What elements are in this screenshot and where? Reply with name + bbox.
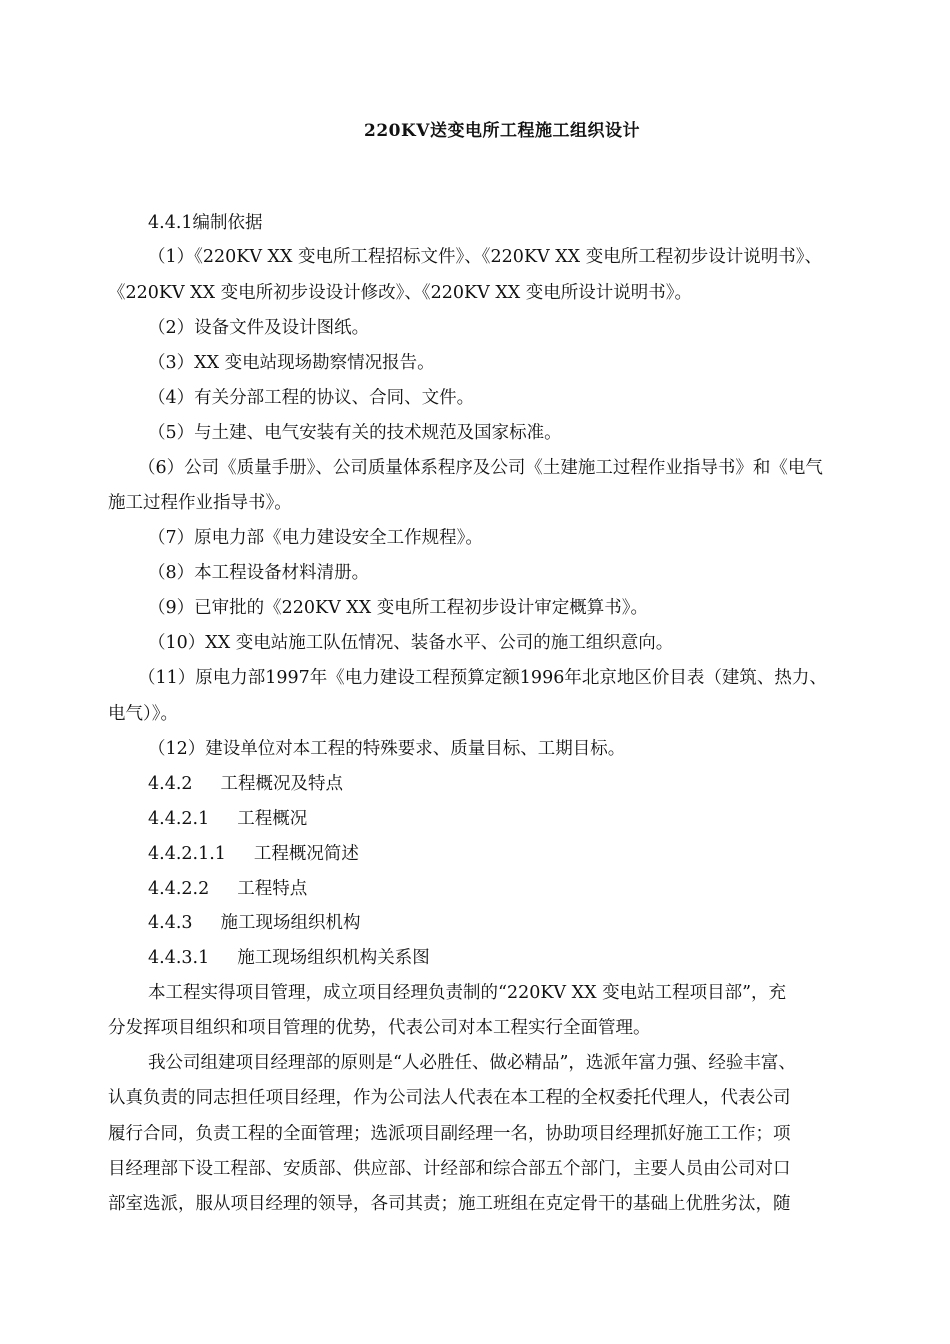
section-heading-4-4-3: [148, 911, 361, 935]
basis-item-2: （2）设备文件及设计图纸。: [148, 318, 370, 338]
heading-text: 工程概况及特点: [220, 774, 344, 794]
basis-item-11-cont: 电气）》。: [108, 704, 178, 724]
heading-number: 4.4.2.1.1: [148, 844, 226, 864]
heading-text: 工程概况: [237, 809, 308, 829]
heading-number: 4.4.2: [148, 774, 193, 794]
section-heading-4-4-2-1-1: [148, 842, 359, 866]
section-heading-4-4-2-1: [148, 807, 307, 831]
basis-item-8: （8）本工程设备材料清册。: [148, 563, 370, 583]
paragraph-2-line-2: 认真负责的同志担任项目经理，作为公司法人代表在本工程的全权委托代理人，代表公司: [108, 1088, 791, 1108]
basis-item-7: （7）原电力部《电力建设安全工作规程》。: [148, 528, 483, 548]
basis-item-9: （9）已审批的《220KV XX 变电所工程初步设计审定概算书》。: [148, 598, 649, 618]
heading-text: 工程特点: [237, 879, 308, 899]
basis-item-12: （12）建设单位对本工程的特殊要求、质量目标、工期目标。: [148, 739, 626, 759]
basis-item-1: （1）《220KV XX 变电所工程招标文件》、《220KV XX 变电所工程初步设计说明书》、: [148, 247, 822, 267]
heading-text: 施工现场组织机构关系图: [237, 948, 430, 968]
document-title: 220KV送变电所工程施工组织设计: [364, 121, 640, 141]
heading-number: 4.4.2.1: [148, 809, 210, 829]
basis-item-3: （3）XX 变电站现场勘察情况报告。: [148, 353, 435, 373]
basis-item-6: （6）公司《质量手册》、公司质量体系程序及公司《土建施工过程作业指导书》和《电气: [138, 458, 823, 478]
basis-item-4: （4）有关分部工程的协议、合同、文件。: [148, 388, 475, 408]
section-heading-4-4-2: [148, 772, 343, 796]
section-heading-4-4-2-2: [148, 877, 307, 901]
paragraph-2-line-1: 我公司组建项目经理部的原则是“人必胜任、做必精品”，选派年富力强、经验丰富、: [148, 1053, 796, 1073]
heading-number: 4.4.3.1: [148, 948, 210, 968]
paragraph-1-line-2: 分发挥项目组织和项目管理的优势，代表公司对本工程实行全面管理。: [108, 1018, 651, 1038]
basis-item-10: （10）XX 变电站施工队伍情况、装备水平、公司的施工组织意向。: [148, 633, 674, 653]
paragraph-2-line-5: 部室选派，服从项目经理的领导，各司其责；施工班组在克定骨干的基础上优胜劣汰，随: [108, 1194, 791, 1214]
heading-text: 施工现场组织机构: [220, 913, 361, 933]
section-heading-4-4-1: 4.4.1编制依据: [148, 213, 263, 233]
paragraph-1-line-1: 本工程实得项目管理，成立项目经理负责制的“220KV XX 变电站工程项目部”，充: [148, 983, 787, 1003]
paragraph-2-line-3: 履行合同，负责工程的全面管理；选派项目副经理一名，协助项目经理抓好施工工作；项: [108, 1124, 791, 1144]
section-heading-4-4-3-1: [148, 946, 430, 970]
paragraph-2-line-4: 目经理部下设工程部、安质部、供应部、计经部和综合部五个部门，主要人员由公司对口: [108, 1159, 791, 1179]
basis-item-1-cont: 《220KV XX 变电所初步设设计修改》、《220KV XX 变电所设计说明书》。: [108, 283, 693, 303]
heading-number: 4.4.2.2: [148, 879, 210, 899]
basis-item-11: （11）原电力部1997年《电力建设工程预算定额1996年北京地区价目表（建筑、热力、: [138, 668, 827, 688]
basis-item-6-cont: 施工过程作业指导书》。: [108, 493, 292, 513]
heading-number: 4.4.3: [148, 913, 193, 933]
heading-text: 工程概况简述: [253, 844, 359, 864]
basis-item-5: （5）与土建、电气安装有关的技术规范及国家标准。: [148, 423, 562, 443]
